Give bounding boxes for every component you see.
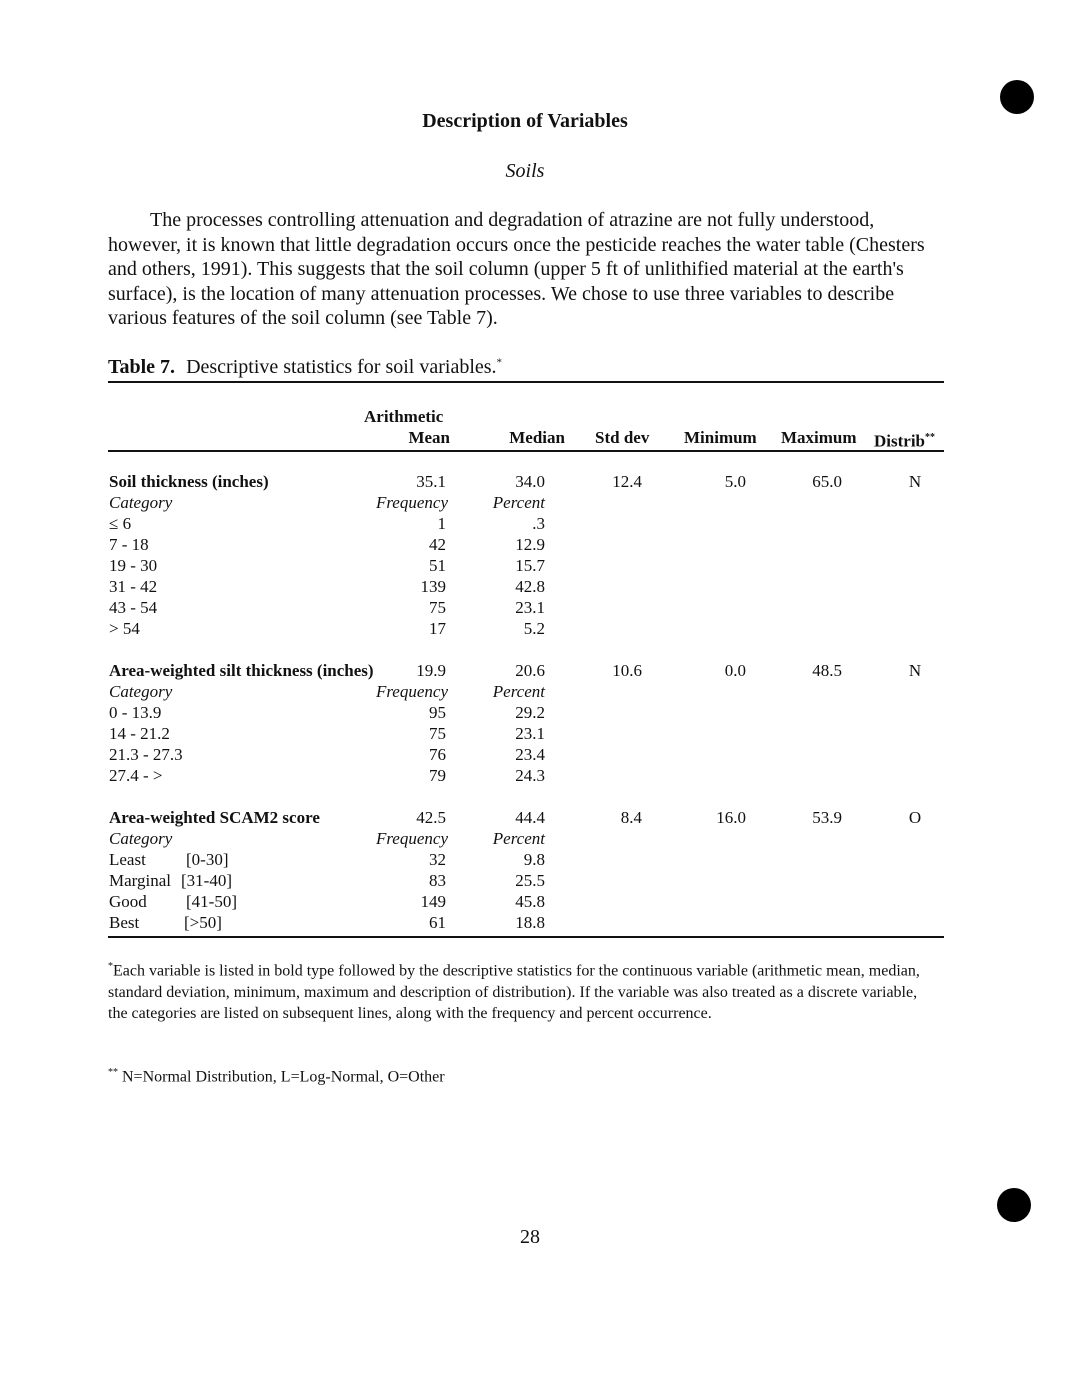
header-std: Std dev [595,428,650,447]
table-caption [108,356,502,379]
row-range: [41-50] [186,892,237,911]
header-max: Maximum [781,428,857,447]
row-range: [31-40] [181,871,232,890]
row-category: Least [109,850,146,869]
row-frequency: 79 [429,766,446,785]
header-distrib-label: Distrib [874,431,925,451]
section-mean: 19.9 [416,661,446,680]
row-range: [>50] [184,913,222,932]
row-category: 21.3 - 27.3 [109,745,183,764]
row-frequency: 149 [420,892,446,911]
section-max: 48.5 [812,661,842,680]
footnote-2-mark: ** [108,1067,118,1078]
col-frequency-label: Frequency [375,829,448,848]
section-name: Area-weighted SCAM2 score [109,808,320,827]
punch-hole-bottom [997,1188,1031,1222]
col-category-label: Category [109,682,173,701]
row-category: 27.4 - > [109,766,163,785]
row-percent: 23.4 [515,745,545,764]
row-category: Marginal [109,871,172,890]
section-median: 34.0 [515,472,545,491]
row-percent: 9.8 [523,850,545,869]
row-frequency: 139 [420,577,446,596]
section-mean: 42.5 [416,808,446,827]
col-percent-label: Percent [492,682,545,701]
row-category: 43 - 54 [109,598,158,617]
row-percent: 25.5 [515,871,545,890]
header-distrib-mark: ** [925,432,935,443]
section-min: 16.0 [716,808,746,827]
header-mean-top: Arithmetic [364,407,444,426]
footnote-1 [108,956,938,1025]
table-header-rule [108,450,944,452]
row-frequency: 75 [429,598,446,617]
row-category: 7 - 18 [109,535,149,554]
section-name: Soil thickness (inches) [109,472,269,491]
section-title: Description of Variables [422,110,628,132]
section-min: 5.0 [724,472,746,491]
row-percent: 18.8 [515,913,545,932]
header-distrib [874,428,935,452]
subsection-title: Soils [505,160,545,182]
header-mean: Mean [408,428,450,447]
section-name: Area-weighted silt thickness (inches) [109,661,374,680]
row-frequency: 17 [429,619,446,638]
col-percent-label: Percent [492,493,545,512]
col-percent-label: Percent [492,829,545,848]
row-frequency: 75 [429,724,446,743]
row-percent: 24.3 [515,766,545,785]
col-category-label: Category [109,829,173,848]
col-category-label: Category [109,493,173,512]
section-median: 20.6 [515,661,545,680]
footnote-2 [108,1062,938,1088]
row-frequency: 95 [429,703,446,722]
section-max: 65.0 [812,472,842,491]
section-distrib: N [908,661,922,680]
section-median: 44.4 [515,808,545,827]
section-min: 0.0 [724,661,746,680]
table-top-rule [108,381,944,383]
punch-hole-top [1000,80,1034,114]
col-frequency-label: Frequency [375,682,448,701]
row-category: 14 - 21.2 [109,724,170,743]
section-mean: 35.1 [416,472,446,491]
header-min: Minimum [684,428,757,447]
paragraph-text: The processes controlling attenuation and degradation of atrazine are not fully understood, however, it is known that little degradation occurs once the pesticide reaches the water table (Chesters and others, 1991). This suggests that the soil column (upper 5 ft of unlithified material at the earth's surface), is the location of many attenuation processes. We chose to use three variables to describe various features of the soil column (see Table 7). [108,209,925,330]
table-caption-text: Descriptive statistics for soil variables. [186,356,497,378]
section-distrib: O [908,808,922,827]
col-frequency-label: Frequency [375,493,448,512]
table-caption-label: Table 7. [108,356,176,378]
row-percent: 23.1 [515,724,545,743]
row-frequency: 42 [429,535,446,554]
row-category: ≤ 6 [109,514,132,533]
footnote-1-text: Each variable is listed in bold type followed by the descriptive statistics for the continuous variable (arithmetic mean, median, standard deviation, minimum, maximum and description of distribution). If the variable was also treated as a discrete variable, the categories are listed on subsequent lines, along with the frequency and percent occurrence. [108,962,920,1023]
row-percent: 12.9 [515,535,545,554]
row-percent: .3 [532,514,545,533]
section-std: 10.6 [612,661,642,680]
row-category: Good [109,892,147,911]
footnote-1-mark: * [108,961,113,972]
row-category: 31 - 42 [109,577,158,596]
row-percent: 29.2 [515,703,545,722]
section-max: 53.9 [812,808,842,827]
section-std: 12.4 [612,472,642,491]
row-frequency: 51 [429,556,446,575]
row-frequency: 61 [429,913,446,932]
row-percent: 23.1 [515,598,545,617]
row-percent: 5.2 [523,619,545,638]
header-median: Median [509,428,565,447]
section-distrib: N [908,472,922,491]
body-paragraph [108,208,943,331]
row-percent: 15.7 [515,556,545,575]
table-caption-mark: * [496,356,503,369]
row-percent: 45.8 [515,892,545,911]
row-category: 19 - 30 [109,556,158,575]
row-category: 0 - 13.9 [109,703,162,722]
row-category: > 54 [109,619,140,638]
row-frequency: 76 [429,745,446,764]
row-category: Best [109,913,140,932]
row-frequency: 1 [437,514,446,533]
row-frequency: 32 [429,850,446,869]
page-number: 28 [520,1226,540,1248]
row-frequency: 83 [429,871,446,890]
section-std: 8.4 [620,808,642,827]
footnote-2-text: N=Normal Distribution, L=Log-Normal, O=Other [122,1068,445,1086]
row-range: [0-30] [186,850,229,869]
table-bottom-rule [108,936,944,938]
row-percent: 42.8 [515,577,545,596]
